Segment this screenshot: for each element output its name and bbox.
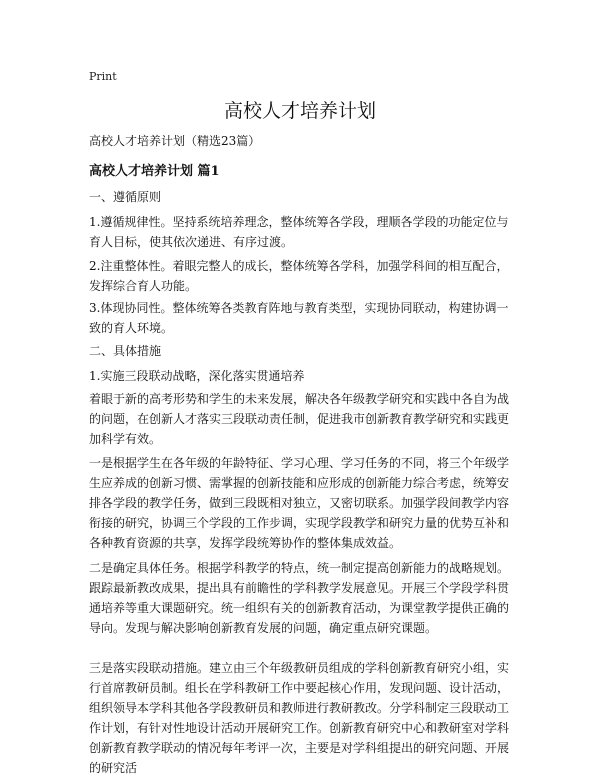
section-title: 高校人才培养计划 篇1 xyxy=(89,164,220,179)
paragraph-5: 着眼于新的高考形势和学生的未来发展，解决各年级教学研究和实践中各自为战的问题，在创新人才落实三段联动责任制，促进我市创新教育教学研究和实践更加科学有效。 xyxy=(89,392,510,446)
paragraph-2: 2.注重整体性。着眼完整人的成长，整体统筹各学科，加强学科间的相互配合，发挥综合育人功能。 xyxy=(89,259,509,293)
paragraph-1: 1.遵循规律性。坚持系统培养理念，整体统筹各学段，理顺各学段的功能定位与育人目标，使其依次递进、有序过渡。 xyxy=(89,215,509,249)
paragraph-7: 二是确定具体任务。根据学科教学的特点，统一制定提高创新能力的战略规划。跟踪最新教改成果，提出具有前瞻性的学科教学发展意见。开展三个学段学科贯通培养等重大课题研究。统一组织有关的创新教育活动，为课堂教学提供正确的导向。发现与解决影响创新教育发展的问题，确定重点研究课题。 xyxy=(89,561,510,635)
paragraph-4: 1.实施三段联动战略，深化落实贯通培养 xyxy=(89,369,305,383)
heading-measures: 二、具体措施 xyxy=(89,344,162,358)
paragraph-3: 3.体现协同性。整体统筹各类教育阵地与教育类型，实现协同联动，构建协调一致的育人环境。 xyxy=(89,301,509,335)
heading-principles: 一、遵循原则 xyxy=(89,190,162,204)
paragraph-8: 三是落实段联动措施。建立由三个年级教研员组成的学科创新教育研究小组，实行首席教研员制。组长在学科教研工作中要起核心作用，发现问题、设计活动，组织领导本学科其他各学段教研员和教师进行教研教改。分学科制定三段联动工作计划，有针对性地设计活动开展研究工作。创新教育研究中心和教研室对学科创新教育教学联动的情况每年考评一次，主要是对学科组提出的研究问题、开展的研究活 xyxy=(89,661,510,775)
paragraph-6: 一是根据学生在各年级的年龄特征、学习心理、学习任务的不同，将三个年级学生应养成的创新习惯、需掌握的创新技能和应形成的创新能力综合考虑，统筹安排各学段的教学任务，做到三段既相对独立，又密切联系。加强学段间教学内容衔接的研究，协调三个学段的工作步调，实现学段教学和研究力量的优势互补和各种教育资源的共享，发挥学段统筹协作的整体集成效益。 xyxy=(89,456,510,550)
document-subtitle: 高校人才培养计划（精选23篇） xyxy=(89,134,261,148)
document-title: 高校人才培养计划 xyxy=(223,100,376,122)
print-label: Print xyxy=(89,70,117,83)
